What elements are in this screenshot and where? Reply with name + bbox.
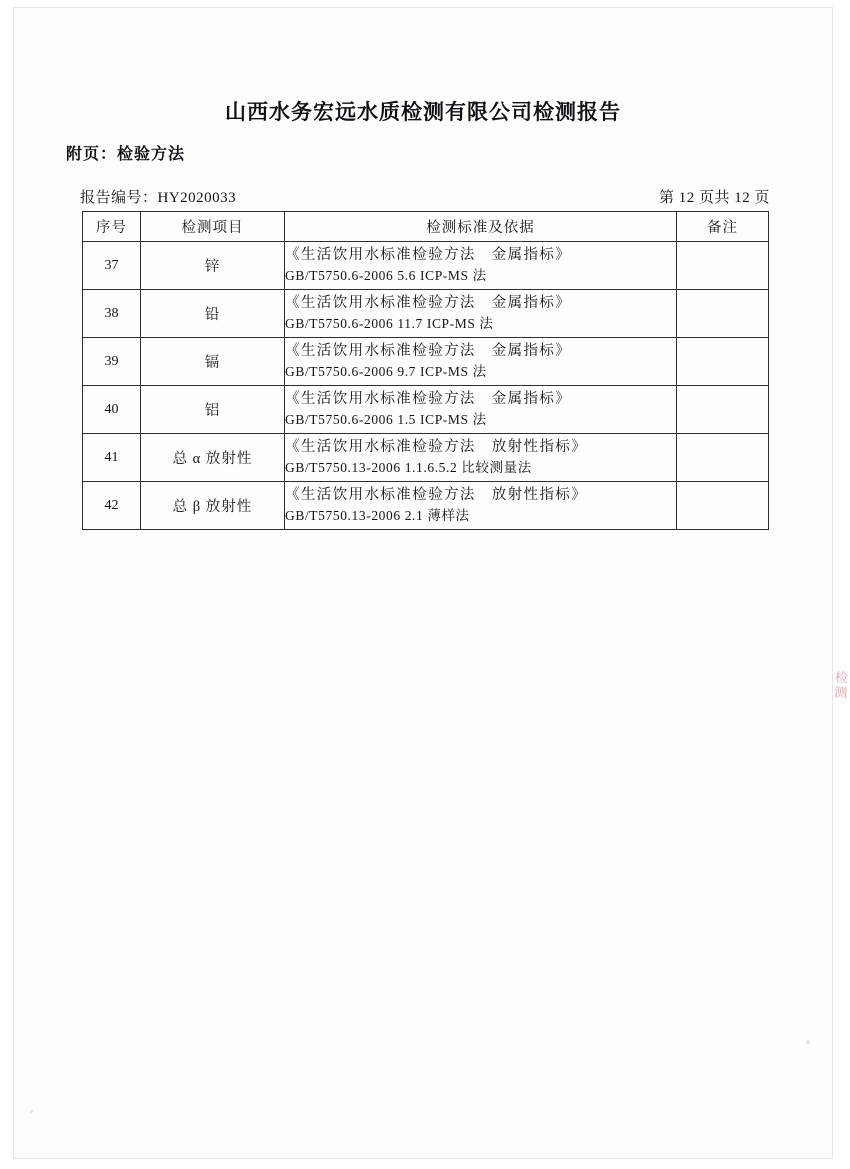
cell-no: 38 — [83, 290, 141, 338]
page-number: 第 12 页共 12 页 — [658, 190, 770, 206]
cell-remark — [677, 290, 769, 338]
standard-name: 《生活饮用水标准检验方法 放射性指标》 — [285, 487, 588, 504]
standard-code: GB/T5750.6-2006 11.7 ICP-MS 法 — [285, 316, 494, 332]
standard-code: GB/T5750.6-2006 1.5 ICP-MS 法 — [285, 412, 487, 428]
standard-code: GB/T5750.13-2006 2.1 薄样法 — [285, 508, 470, 524]
cell-standard — [285, 386, 677, 434]
cell-no: 39 — [83, 338, 141, 386]
cell-item: 铝 — [141, 386, 285, 434]
cell-item: 铅 — [141, 290, 285, 338]
standard-name: 《生活饮用水标准检验方法 金属指标》 — [285, 391, 572, 408]
standard-code: GB/T5750.6-2006 5.6 ICP-MS 法 — [285, 268, 487, 284]
page-edge-right — [832, 0, 850, 1169]
cell-item: 锌 — [141, 242, 285, 290]
cell-standard — [285, 482, 677, 530]
cell-no: 40 — [83, 386, 141, 434]
scan-speck — [30, 1110, 33, 1113]
table-row — [83, 242, 769, 290]
document-subtitle: 附页：检验方法 — [66, 144, 186, 163]
cell-remark — [677, 434, 769, 482]
standard-name: 《生活饮用水标准检验方法 金属指标》 — [285, 343, 572, 360]
standard-code: GB/T5750.6-2006 9.7 ICP-MS 法 — [285, 364, 487, 380]
standard-name: 《生活饮用水标准检验方法 金属指标》 — [285, 247, 572, 264]
page-title: 山西水务宏远水质检测有限公司检测报告 — [225, 100, 621, 124]
column-header-item: 检测项目 — [141, 212, 285, 242]
table-row — [83, 290, 769, 338]
table-row — [83, 434, 769, 482]
cell-standard — [285, 434, 677, 482]
table-header-row — [83, 212, 769, 242]
report-number: 报告编号：HY2020033 — [80, 190, 237, 206]
column-header-remark: 备注 — [677, 212, 769, 242]
cell-remark — [677, 338, 769, 386]
standard-name: 《生活饮用水标准检验方法 金属指标》 — [285, 295, 572, 312]
standard-code: GB/T5750.13-2006 1.1.6.5.2 比较测量法 — [285, 460, 532, 476]
page-edge-left — [0, 0, 14, 1169]
document-meta — [80, 186, 770, 207]
cell-no: 37 — [83, 242, 141, 290]
cell-item: 总 α 放射性 — [141, 434, 285, 482]
cell-remark — [677, 386, 769, 434]
cell-item: 总 β 放射性 — [141, 482, 285, 530]
cell-remark — [677, 242, 769, 290]
cell-no: 42 — [83, 482, 141, 530]
cell-item: 镉 — [141, 338, 285, 386]
cell-standard — [285, 338, 677, 386]
table-row — [83, 482, 769, 530]
handwritten-mark: 检测 — [830, 670, 848, 701]
column-header-no: 序号 — [83, 212, 141, 242]
scan-speck — [806, 1040, 810, 1044]
cell-standard — [285, 242, 677, 290]
cell-no: 41 — [83, 434, 141, 482]
table-row — [83, 386, 769, 434]
document-page — [14, 8, 832, 1158]
cell-remark — [677, 482, 769, 530]
cell-standard — [285, 290, 677, 338]
document-content — [14, 8, 832, 1158]
test-method-table — [82, 211, 769, 530]
table-row — [83, 338, 769, 386]
column-header-standard: 检测标准及依据 — [285, 212, 677, 242]
standard-name: 《生活饮用水标准检验方法 放射性指标》 — [285, 439, 588, 456]
